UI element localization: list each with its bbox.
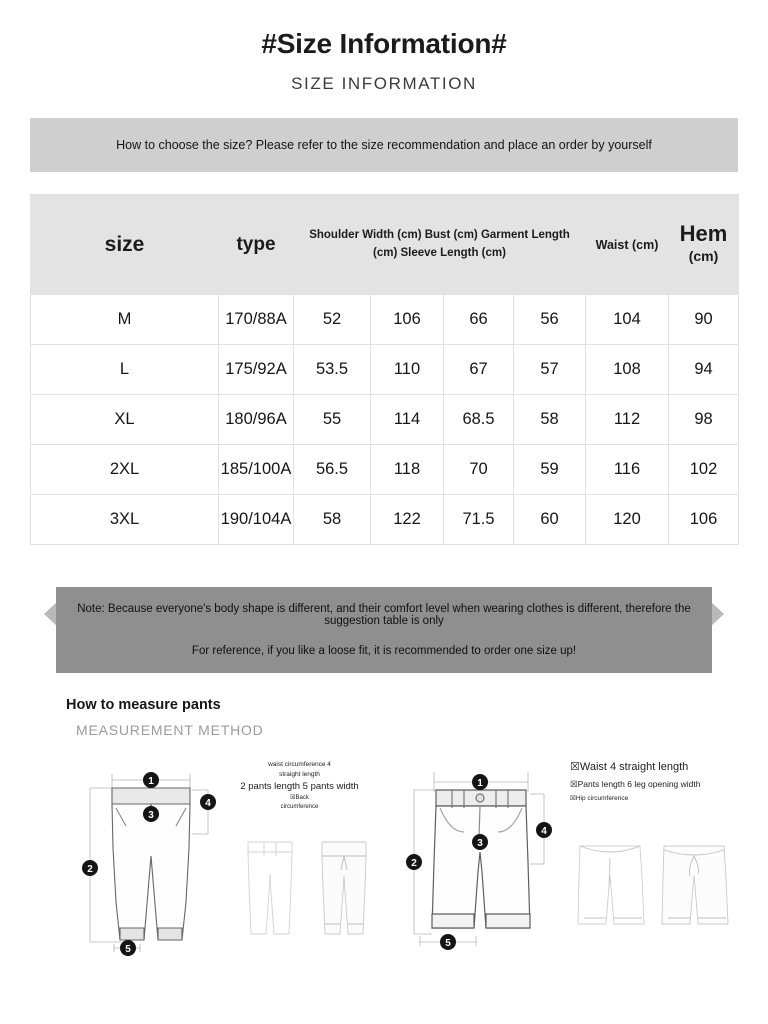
cell-shoulder: 56.5 <box>294 445 371 495</box>
cell-hem: 90 <box>669 295 739 345</box>
pants-label-line-5: circumference <box>280 803 319 810</box>
pants-label-line-3: 2 pants length 5 pants width <box>240 780 359 792</box>
cell-hem: 102 <box>669 445 739 495</box>
table-row <box>31 445 739 495</box>
cell-sleeve-length: 57 <box>514 345 586 395</box>
cell-waist: 112 <box>586 395 669 445</box>
shorts-illustration-icon <box>392 752 578 957</box>
column-header-waist: Waist (cm) <box>586 195 669 295</box>
size-table-header <box>31 195 739 295</box>
cell-garment-length: 71.5 <box>444 495 514 545</box>
table-header-row <box>31 195 739 295</box>
column-header-type: type <box>219 195 294 295</box>
cell-size: 3XL <box>31 495 219 545</box>
cell-waist: 116 <box>586 445 669 495</box>
cell-sleeve-length: 59 <box>514 445 586 495</box>
cell-bust: 114 <box>371 395 444 445</box>
note-line-1: Note: Because everyone's body shape is different, and their comfort level when wearing clothes is different, therefore the suggestion table is only <box>77 603 691 627</box>
shorts-thumbnails <box>572 832 732 944</box>
cell-type: 175/92A <box>219 345 294 395</box>
cell-bust: 110 <box>371 345 444 395</box>
cell-shoulder: 52 <box>294 295 371 345</box>
pants-label-stack <box>232 760 367 812</box>
column-header-hem <box>669 195 739 295</box>
cell-type: 185/100A <box>219 445 294 495</box>
table-row <box>31 295 739 345</box>
page-subtitle: SIZE INFORMATION <box>291 74 477 93</box>
shorts-label-stack <box>570 758 720 806</box>
cell-waist: 108 <box>586 345 669 395</box>
shorts-figure <box>392 752 578 957</box>
cell-type: 180/96A <box>219 395 294 445</box>
size-table-container <box>30 194 738 545</box>
diagrams-row <box>62 752 764 962</box>
cell-type: 170/88A <box>219 295 294 345</box>
cell-size: XL <box>31 395 219 445</box>
pants-diagram-group <box>62 752 413 962</box>
cell-shoulder: 53.5 <box>294 345 371 395</box>
pants-label-line-2: straight length <box>279 770 320 778</box>
cell-bust: 122 <box>371 495 444 545</box>
shorts-diagram-group <box>392 752 743 962</box>
intro-banner <box>30 118 738 172</box>
svg-text:2: 2 <box>87 864 93 875</box>
cell-waist: 120 <box>586 495 669 545</box>
svg-text:3: 3 <box>148 810 154 821</box>
note-ribbon-area <box>0 587 768 673</box>
note-ribbon <box>56 587 712 673</box>
pants-label-line-1: waist circumference 4 <box>268 761 331 768</box>
note-line-2: For reference, if you like a loose fit, it is recommended to order one size up! <box>191 645 577 657</box>
cell-sleeve-length: 56 <box>514 295 586 345</box>
cell-size: M <box>31 295 219 345</box>
shorts-label-line-3: ☒Hip circumference <box>570 794 629 802</box>
table-row <box>31 345 739 395</box>
column-header-hem-unit: (cm) <box>688 247 719 264</box>
column-header-size: size <box>31 195 219 295</box>
svg-text:1: 1 <box>148 776 154 787</box>
cell-bust: 106 <box>371 295 444 345</box>
size-table <box>30 194 739 545</box>
cell-hem: 106 <box>669 495 739 545</box>
cell-size: L <box>31 345 219 395</box>
pants-label-line-4: ☒Back <box>290 794 309 801</box>
pants-thumbnail-pair-icon <box>234 834 386 946</box>
cell-garment-length: 70 <box>444 445 514 495</box>
table-row <box>31 395 739 445</box>
pants-illustration-icon <box>62 752 248 957</box>
size-table-body <box>31 295 739 545</box>
title-block <box>0 0 768 94</box>
shorts-label-line-2: ☒Pants length 6 leg opening width <box>570 778 701 789</box>
shorts-thumbnail-pair-icon <box>572 832 732 944</box>
ribbon-tail-right-icon <box>710 601 724 627</box>
cell-garment-length: 67 <box>444 345 514 395</box>
svg-text:1: 1 <box>477 778 483 789</box>
cell-hem: 98 <box>669 395 739 445</box>
pants-thumbnails <box>234 834 386 946</box>
column-header-hem-main: Hem <box>679 220 728 246</box>
svg-text:4: 4 <box>541 826 547 837</box>
measurement-section <box>0 697 768 962</box>
page-title: #Size Information# <box>261 28 507 59</box>
cell-sleeve-length: 60 <box>514 495 586 545</box>
cell-size: 2XL <box>31 445 219 495</box>
cell-shoulder: 55 <box>294 395 371 445</box>
measurement-subtitle: MEASUREMENT METHOD <box>76 722 264 738</box>
svg-text:4: 4 <box>205 798 211 809</box>
cell-sleeve-length: 58 <box>514 395 586 445</box>
svg-text:2: 2 <box>411 858 417 869</box>
measurement-title: How to measure pants <box>66 697 221 713</box>
cell-waist: 104 <box>586 295 669 345</box>
table-row <box>31 495 739 545</box>
intro-banner-text: How to choose the size? Please refer to the size recommendation and place an order by yourself <box>116 138 652 152</box>
cell-shoulder: 58 <box>294 495 371 545</box>
cell-bust: 118 <box>371 445 444 495</box>
pants-figure <box>62 752 248 957</box>
svg-text:3: 3 <box>477 838 483 849</box>
shorts-label-line-1: ☒Waist 4 straight length <box>570 761 689 773</box>
cell-type: 190/104A <box>219 495 294 545</box>
svg-text:5: 5 <box>125 944 131 955</box>
cell-hem: 94 <box>669 345 739 395</box>
svg-text:5: 5 <box>445 938 451 949</box>
cell-garment-length: 68.5 <box>444 395 514 445</box>
cell-garment-length: 66 <box>444 295 514 345</box>
column-header-measurements: Shoulder Width (cm) Bust (cm) Garment Length (cm) Sleeve Length (cm) <box>294 195 586 295</box>
